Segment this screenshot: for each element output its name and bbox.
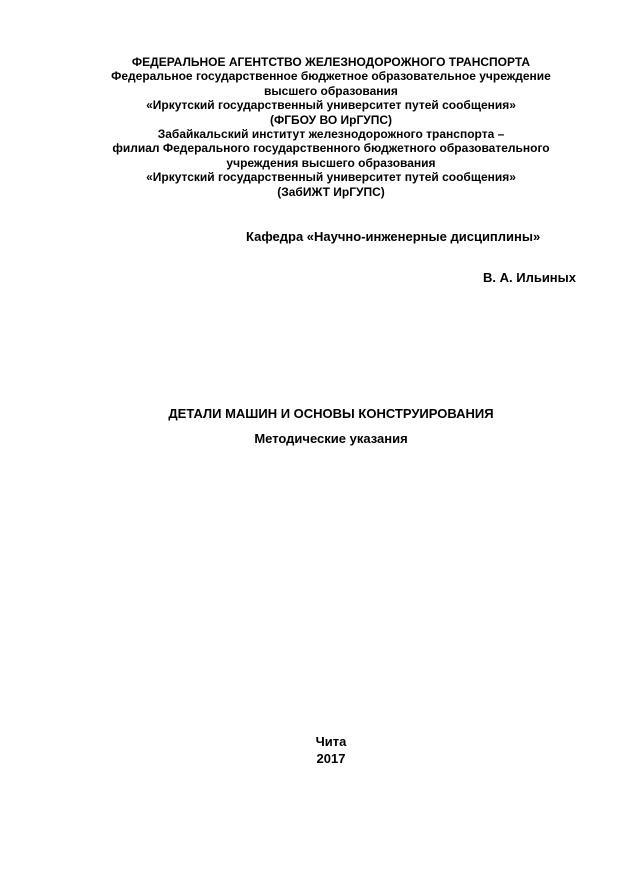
agency-name: ФЕДЕРАЛЬНОЕ АГЕНТСТВО ЖЕЛЕЗНОДОРОЖНОГО ТРАНСПОРТА <box>131 55 531 69</box>
university-abbr: (ФГБОУ ВО ИрГУПС) <box>269 112 393 127</box>
branch-description: филиал Федерального государственного бюджетного образовательного <box>112 141 550 156</box>
institution-header <box>40 55 620 199</box>
institution-type: Федеральное государственное бюджетное образовательное учреждение <box>111 69 551 84</box>
publication-footer <box>40 733 620 767</box>
institute-abbr: (ЗабИЖТ ИрГУПС) <box>277 184 385 199</box>
institution-type-cont: высшего образования <box>264 83 398 98</box>
author-name: В. А. Ильиных <box>483 270 576 285</box>
document-title: ДЕТАЛИ МАШИН И ОСНОВЫ КОНСТРУИРОВАНИЯ <box>168 406 494 421</box>
document-subtitle: Методические указания <box>254 431 408 446</box>
publication-year: 2017 <box>316 751 346 766</box>
parent-university-name: «Иркутский государственный университет путей сообщения» <box>146 170 516 185</box>
branch-description-cont: учреждения высшего образования <box>226 155 436 170</box>
title-block <box>40 406 620 447</box>
publication-city: Чита <box>315 734 347 749</box>
university-name: «Иркутский государственный университет путей сообщения» <box>146 98 516 113</box>
department-name: Кафедра «Научно-инженерные дисциплины» <box>246 229 541 244</box>
institute-name: Забайкальский институт железнодорожного транспорта – <box>157 127 505 142</box>
